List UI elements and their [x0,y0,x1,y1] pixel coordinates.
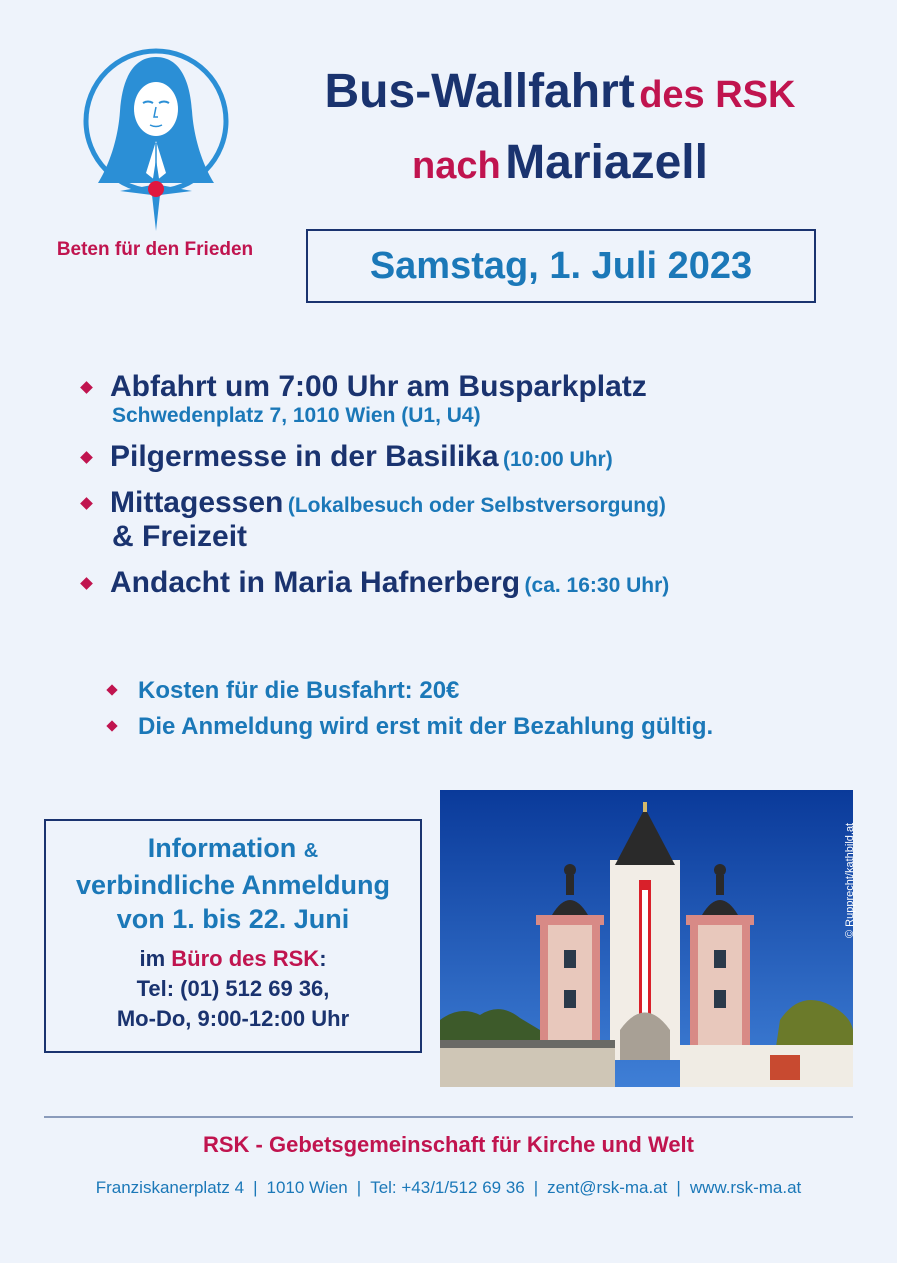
info-line-3: von 1. bis 22. Juni [116,904,350,934]
office-suffix: : [319,946,327,971]
program-item [78,486,878,554]
program-item-main-continued: & Freizeit [112,520,248,553]
program-item [78,370,878,428]
footer-separator: | [356,1178,362,1197]
footer-separator: | [253,1178,258,1197]
footer-separator: | [676,1178,681,1197]
title-line-1 [270,62,850,133]
event-date: Samstag, 1. Juli 2023 [369,244,753,287]
program-item [78,566,878,600]
program-list [78,370,878,612]
footer-separator: | [533,1178,539,1197]
logo [80,45,232,235]
office-phone: Tel: (01) 512 69 36, [136,976,330,1001]
praying-madonna-cross-icon [80,45,232,235]
footer-title: RSK - Gebetsgemeinschaft für Kirche und Welt [202,1132,694,1157]
diamond-bullet-icon [106,684,117,695]
footer-website: www.rsk-ma.at [689,1178,802,1197]
photo-credit [832,800,856,940]
program-item-main: Andacht in Maria Hafnerberg [110,566,521,599]
office-hours: Mo-Do, 9:00-12:00 Uhr [116,1006,350,1031]
diamond-bullet-icon [106,720,117,731]
program-item-sub: (ca. 16:30 Uhr) [524,574,670,597]
program-item-main: Mittagessen [110,486,284,519]
diamond-bullet-icon [80,381,93,394]
program-item-sub: Schwedenplatz 7, 1010 Wien (U1, U4) [112,404,481,427]
info-box [44,819,422,1053]
footer-street: Franziskanerplatz 4 [95,1178,245,1197]
date-box [306,229,816,303]
page-title [270,62,850,204]
office-line [46,944,420,974]
footer-city: 1010 Wien [266,1178,348,1197]
program-item [78,440,878,474]
basilica-illustration [440,790,853,1087]
program-item-main: Abfahrt um 7:00 Uhr am Busparkplatz [110,370,647,403]
title-line-2 [270,133,850,204]
office-name: Büro des RSK [171,946,320,971]
footer-phone: Tel: +43/1/512 69 36 [370,1178,525,1197]
office-prefix: im [139,946,166,971]
title-main-1: Bus-Wallfahrt [324,65,635,118]
photo-credit-text: © Rupprecht/kathbild.at [844,822,856,938]
diamond-bullet-icon [80,577,93,590]
info-line-2: verbindliche Anmeldung [75,870,391,900]
footer-address [44,1178,853,1198]
title-main-2: Mariazell [505,136,708,189]
program-item-sub: (Lokalbesuch oder Selbstversorgung) [287,494,666,517]
notes-list [104,676,884,748]
program-item-main: Pilgermesse in der Basilika [110,440,499,473]
note-text: Die Anmeldung wird erst mit der Bezahlung gültig. [138,713,714,740]
logo-tagline: Beten für den Frieden [56,239,254,260]
basilica-photo [440,790,853,1087]
footer-divider [44,1116,853,1118]
info-heading-1 [46,831,420,868]
note-item [104,676,884,706]
info-line-1: Information [147,833,297,863]
note-item [104,712,884,742]
program-item-sub: (10:00 Uhr) [503,448,613,471]
footer-email: zent@rsk-ma.at [547,1178,668,1197]
info-ampersand: & [303,840,319,862]
diamond-bullet-icon [80,497,93,510]
note-text: Kosten für die Busfahrt: 20€ [138,677,460,704]
diamond-bullet-icon [80,451,93,464]
title-accent-2: nach [412,145,501,187]
title-accent-1: des RSK [639,74,796,116]
